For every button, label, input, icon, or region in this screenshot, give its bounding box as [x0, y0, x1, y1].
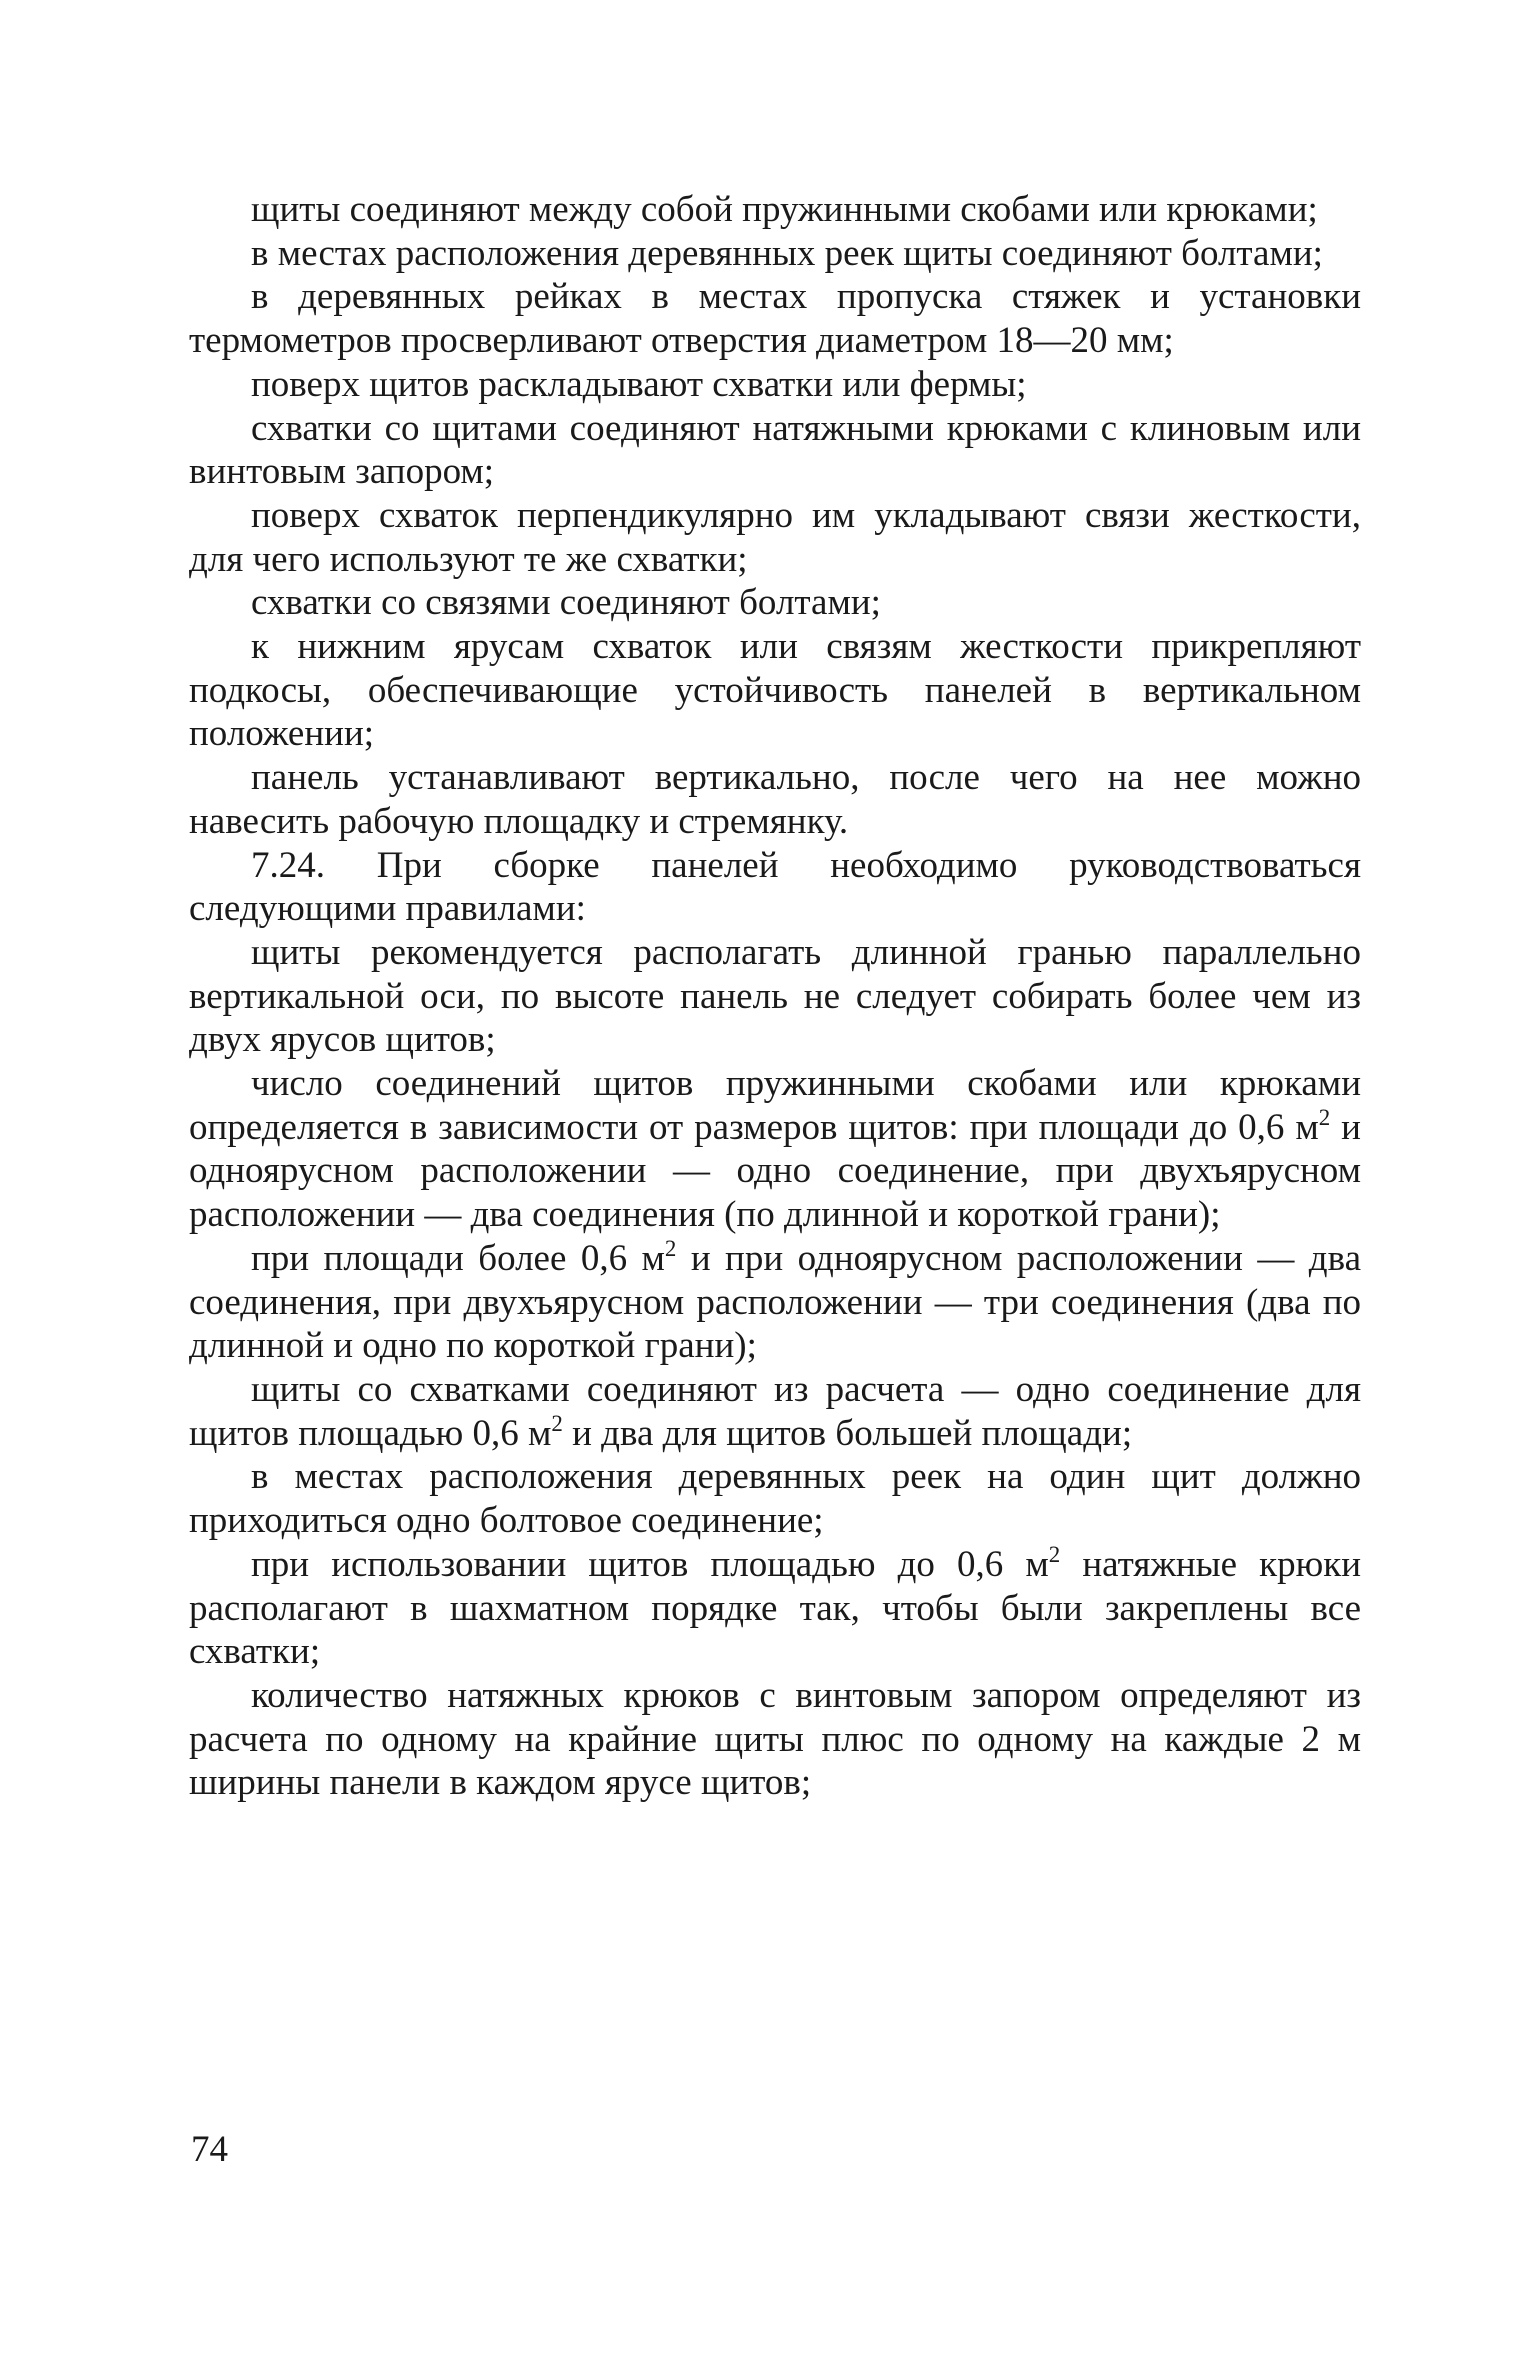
paragraph: схватки со связями соединяют болтами; [251, 582, 881, 624]
paragraph: в местах расположения деревянных реек щиты соединяют болтами; [251, 232, 1323, 274]
superscript: 2 [1048, 1541, 1061, 1567]
rule-paragraph: в местах расположения деревянных реек на один щит должно приходиться одно болтовое соединение; [189, 1456, 1361, 1542]
paragraph: поверх щитов раскладывают схватки или фермы; [251, 363, 1027, 405]
rule-text: число соединений щитов пружинными скобами или крюками определяется в зависимости от размеров щитов: при площади до 0,6 м [189, 1063, 1361, 1148]
rule-paragraph [189, 1062, 1361, 1237]
rule-paragraph: щиты рекомендуется располагать длинной гранью параллельно вертикальной оси, по высоте панель не следует собирать более чем из двух ярусов щитов; [189, 931, 1361, 1061]
rule-text: и при одноярусном расположении — два соединения, при двухъярусном расположении — три соединения (два по длинной и одно по короткой грани); [189, 1237, 1361, 1367]
paragraph: панель устанавливают вертикально, после чего на нее можно навесить рабочую площадку и стремянку. [189, 757, 1361, 842]
rule-text: и два для щитов большей площади; [562, 1412, 1133, 1454]
rule-text: при площади более 0,6 м [251, 1237, 665, 1279]
section-paragraph [189, 844, 1361, 931]
rule-paragraph [189, 1237, 1361, 1368]
page-body [189, 188, 1361, 1805]
paragraph: в деревянных рейках в местах пропуска стяжек и установки термометров просверливают отверстия диаметром 18—20 мм; [189, 276, 1361, 362]
rule-paragraph [189, 1368, 1361, 1455]
superscript: 2 [551, 1410, 563, 1436]
rule-paragraph [189, 1543, 1361, 1674]
section-text: При сборке панелей необходимо руководствоваться следующими правилами: [189, 844, 1361, 930]
paragraph: схватки со щитами соединяют натяжными крюками с клиновым или винтовым запором; [189, 407, 1361, 493]
paragraph: поверх схваток перпендикулярно им укладывают связи жесткости, для чего используют те же схватки; [189, 494, 1361, 580]
rule-text: при использовании щитов площадью до 0,6 м [251, 1543, 1049, 1585]
rule-text: щиты со схватками соединяют из расчета — одно соединение для щитов площадью 0,6 м [189, 1368, 1361, 1454]
rule-text: натяжные крюки располагают в шахматном порядке так, чтобы были закреплены все схватки; [189, 1543, 1361, 1673]
section-number: 7.24. [251, 844, 325, 886]
page-number: 74 [191, 2129, 228, 2170]
rule-text: и одноярусном расположении — одно соединение, при двухъярусном расположении — два соединения (по длинной и короткой грани); [189, 1106, 1361, 1236]
rule-paragraph: количество натяжных крюков с винтовым запором определяют из расчета по одному на крайние щиты плюс по одному на каждые 2 м ширины панели в каждом ярусе щитов; [189, 1674, 1361, 1804]
paragraph: щиты соединяют между собой пружинными скобами или крюками; [251, 189, 1318, 230]
superscript: 2 [664, 1235, 677, 1261]
superscript: 2 [1318, 1104, 1331, 1130]
paragraph: к нижним ярусам схваток или связям жесткости прикрепляют подкосы, обеспечивающие устойчивость панелей в вертикальном положении; [189, 626, 1361, 755]
